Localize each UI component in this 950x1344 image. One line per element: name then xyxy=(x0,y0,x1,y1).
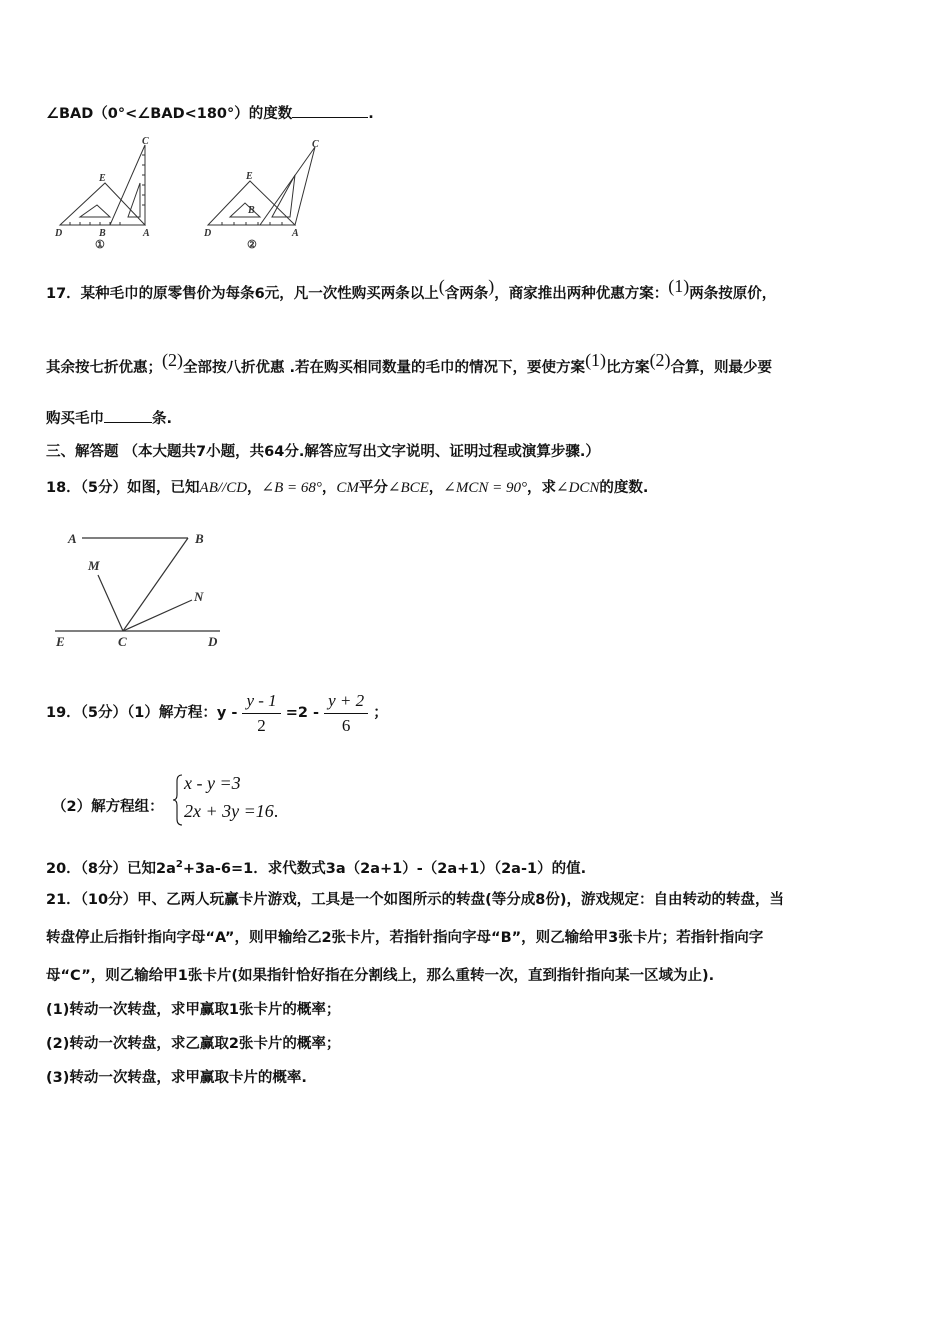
fig16-2-label-d: D xyxy=(204,228,212,239)
q19-end: ； xyxy=(373,705,388,721)
q20-superscript: 2 xyxy=(175,859,183,870)
q18-sep: ， xyxy=(428,480,444,496)
q18-prefix: 18．（5分）如图，已知 xyxy=(46,480,200,496)
q17-text-i: 购买毛巾 xyxy=(46,411,104,427)
math-cm: CM xyxy=(336,480,359,496)
brace-icon xyxy=(172,773,184,827)
plan-2-ref: (2) xyxy=(649,350,671,370)
fig16-label-b: B xyxy=(99,228,106,239)
q18-sep: 平分 xyxy=(358,480,388,496)
figure-q18 xyxy=(50,525,240,655)
math-angle-bce: ∠BCE xyxy=(387,480,429,496)
q21-line2: 转盘停止后指针指向字母“A”，则甲输给乙2张卡片，若指针指向字母“B”，则乙输给甲3张卡片；若指针指向字 xyxy=(46,930,764,946)
q21-line1: 21．（10分）甲、乙两人玩赢卡片游戏，工具是一个如图所示的转盘(等分成8份)，游戏规定：自由转动的转盘，当 xyxy=(46,892,784,908)
q18 xyxy=(46,478,648,498)
answer-blank xyxy=(292,103,368,118)
section-heading: 三、解答题 （本大题共7小题，共64分.解答应写出文字说明、证明过程或演算步骤.） xyxy=(46,444,600,460)
answer-blank xyxy=(104,408,152,423)
fraction-1-denominator: 2 xyxy=(257,715,266,735)
q17-text-b: 含两条 xyxy=(444,286,489,302)
math-angle-dcn: ∠DCN xyxy=(556,480,600,496)
fig16-label-c: C xyxy=(142,136,149,147)
fig16-label-d: D xyxy=(55,228,63,239)
q20-text-a: 20．（8分）已知2a xyxy=(46,860,176,877)
equation-system xyxy=(172,773,302,825)
fraction-1 xyxy=(242,689,280,738)
q18-suffix: 的度数. xyxy=(599,480,649,496)
q19-prefix: 19．（5分）（1）解方程：y - xyxy=(46,705,238,721)
plan-2-marker: (2) xyxy=(162,350,183,370)
q16-end: . xyxy=(368,106,374,122)
q19-part2-label: （2）解方程组： xyxy=(52,799,164,815)
figure-q16 xyxy=(50,135,320,253)
q19-mid: =2 - xyxy=(285,705,320,721)
q20 xyxy=(46,855,586,879)
fraction-2-numerator: y + 2 xyxy=(324,689,368,714)
math-angle-b: ∠B = 68° xyxy=(261,480,322,496)
q17-text-g: 比方案 xyxy=(606,360,650,376)
fig16-caption-1: ① xyxy=(95,239,105,251)
q21-line3: 母“C”，则乙输给甲1张卡片(如果指针恰好指在分割线上，那么重转一次，直到指针指向某一区域为止). xyxy=(46,968,715,984)
fig16-2-label-b: B xyxy=(248,205,255,216)
q17-text-c: ，商家推出两种优惠方案： xyxy=(494,286,669,302)
q17-text-d: 两条按原价， xyxy=(689,286,777,302)
q17-text-e: 其余按七折优惠； xyxy=(46,360,162,376)
fig18-label-n: N xyxy=(194,589,204,604)
fig16-2-label-e: E xyxy=(246,171,253,182)
paren-open: ( xyxy=(438,276,445,296)
equation-dot: . xyxy=(273,801,279,821)
q17-text-a: 17．某种毛巾的原零售价为每条6元，凡一次性购买两条以上 xyxy=(46,286,439,302)
equation-1: x - y =3 xyxy=(184,773,241,793)
q21-sub2: (2)转动一次转盘，求乙赢取2张卡片的概率； xyxy=(46,1036,341,1052)
fig18-label-d: D xyxy=(208,634,218,649)
fig18-label-a: A xyxy=(68,531,77,546)
paren-close: ) xyxy=(488,276,495,296)
fig16-2-label-c: C xyxy=(312,139,319,150)
fraction-2 xyxy=(324,689,368,738)
q17-text-h: 合算，则最少要 xyxy=(670,360,773,376)
q17-line2 xyxy=(46,350,773,378)
math-angle-mcn: ∠MCN = 90° xyxy=(443,480,527,496)
fig16-label-e: E xyxy=(99,173,106,184)
fig18-label-c: C xyxy=(118,634,127,649)
q17-text-j: 条. xyxy=(152,411,173,427)
q17-text-f: 全部按八折优惠 .若在购买相同数量的毛巾的情况下，要使方案 xyxy=(183,360,586,376)
fraction-2-denominator: 6 xyxy=(341,715,351,735)
fig18-label-m: M xyxy=(88,558,100,573)
fig18-label-e: E xyxy=(56,634,65,649)
fig16-caption-2: ② xyxy=(247,239,257,251)
q17-line1 xyxy=(46,276,777,304)
q18-sep: ， xyxy=(247,480,262,496)
plan-1-ref: (1) xyxy=(585,350,607,370)
q18-sep: ， xyxy=(321,480,337,496)
math-ab-parallel-cd: AB//CD xyxy=(199,480,248,496)
fig18-label-b: B xyxy=(195,531,204,546)
equation-2: 2x + 3y =16 xyxy=(184,801,274,821)
q17-line3 xyxy=(46,408,172,429)
q21-sub1: (1)转动一次转盘，求甲赢取1张卡片的概率； xyxy=(46,1002,341,1018)
q16-tail xyxy=(46,103,374,124)
q18-sep: ，求 xyxy=(527,480,556,496)
q20-text-b: +3a-6=1．求代数式3a（2a+1）-（2a+1）（2a-1）的值. xyxy=(182,860,587,877)
equation-2-wrap xyxy=(184,801,278,822)
fraction-1-numerator: y - 1 xyxy=(242,689,280,714)
plan-1-marker: (1) xyxy=(668,276,690,296)
q21-sub3: (3)转动一次转盘，求甲赢取卡片的概率. xyxy=(46,1070,307,1086)
fig16-2-label-a: A xyxy=(292,228,299,239)
q16-text: ∠BAD（0°<∠BAD<180°）的度数 xyxy=(46,106,293,122)
fig16-label-a: A xyxy=(143,228,150,239)
q19-part1 xyxy=(46,688,388,738)
